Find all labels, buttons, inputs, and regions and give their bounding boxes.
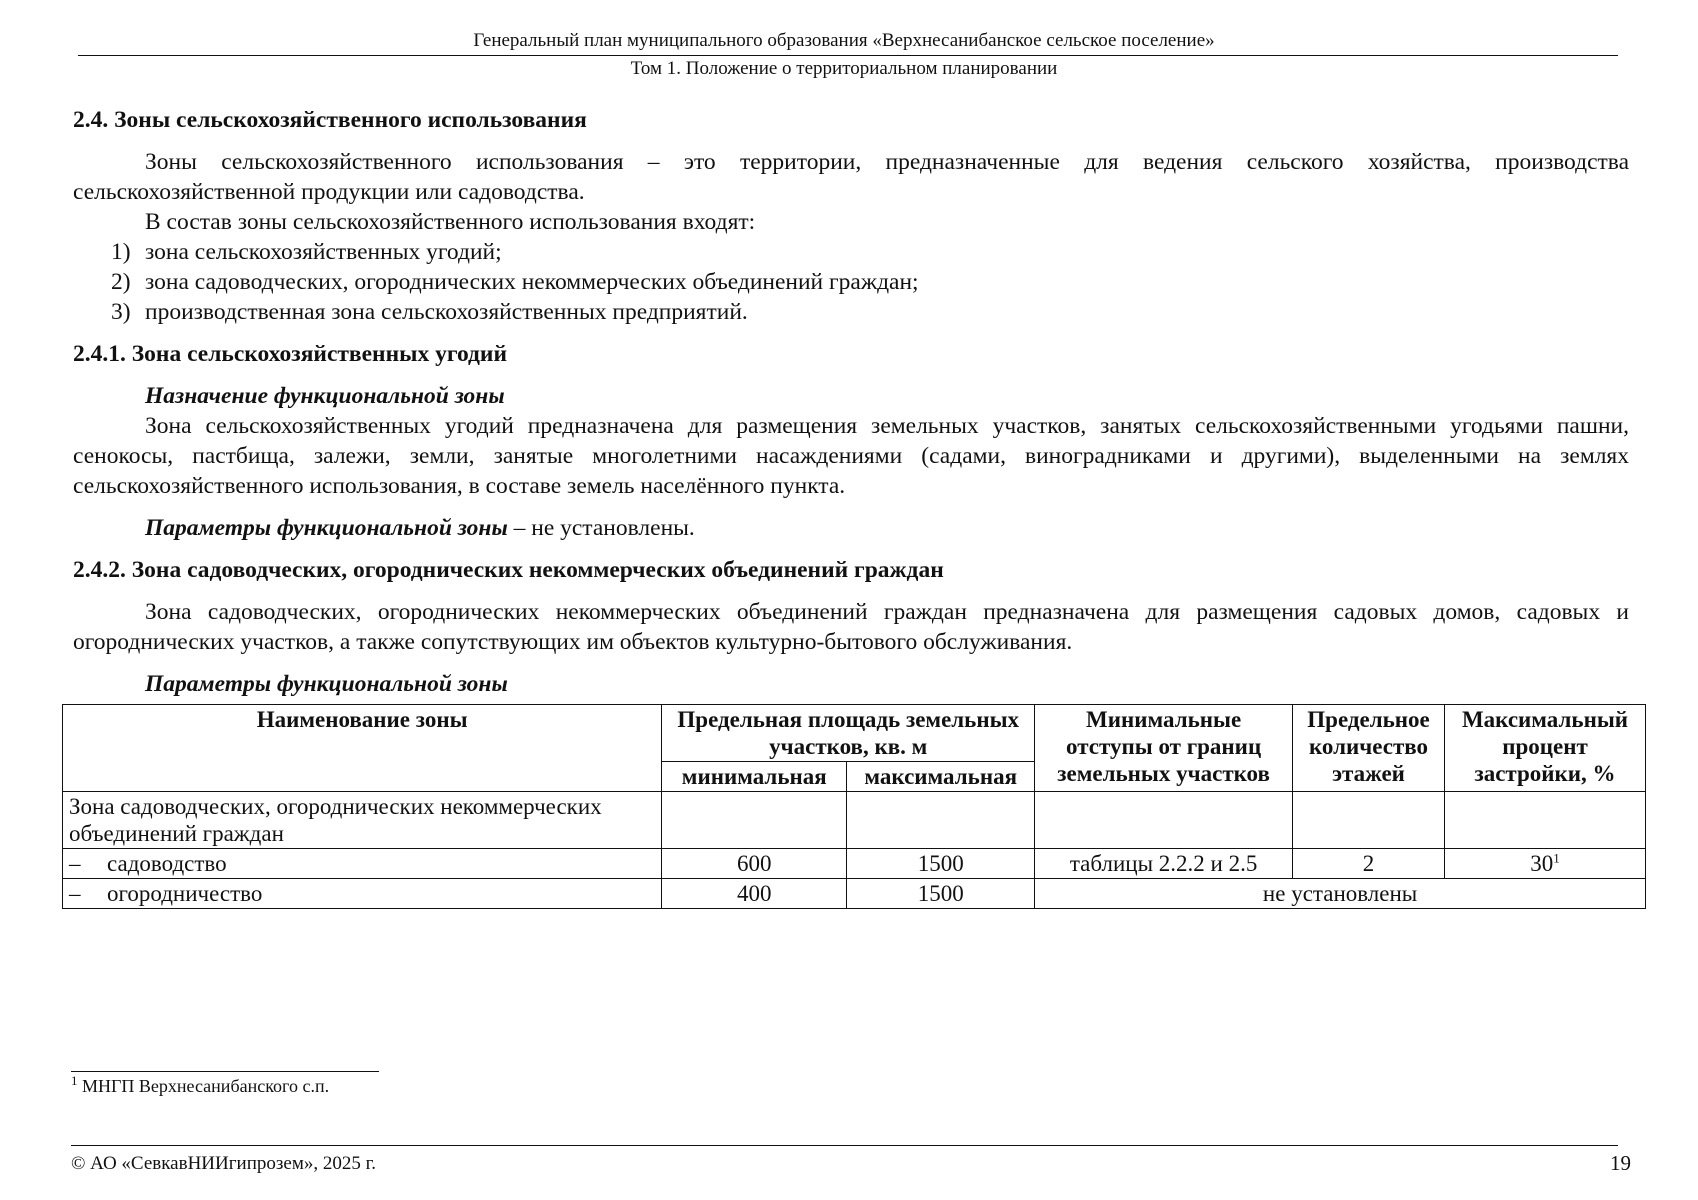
row-name-text: огородничество — [107, 881, 263, 906]
list-text: зона садоводческих, огороднических некоммерческих объединений граждан; — [145, 269, 919, 295]
col-header-area: Предельная площадь земельных участков, кв. м — [662, 705, 1035, 762]
row-name — [63, 849, 662, 879]
params-value: – не установлены. — [507, 515, 695, 541]
cell-min: 600 — [662, 849, 847, 879]
page-content — [69, 96, 1629, 909]
table-row — [63, 849, 1646, 879]
empty-cell — [847, 792, 1035, 849]
list-item — [73, 267, 1629, 297]
section-intro: Зоны сельскохозяйственного использования – это территории, предназначенные для ведения сельского хозяйства, производства сельскохозяйственной продукции или садоводства. — [73, 149, 1629, 205]
page-number: 19 — [1610, 1151, 1631, 1175]
params-heading: Параметры функциональной зоны — [145, 515, 508, 541]
footnote-mark: 1 — [71, 1073, 78, 1088]
zone-list — [73, 237, 1629, 327]
list-number: 3) — [111, 299, 131, 325]
group-label: Зона садоводческих, огороднических некоммерческих объединений граждан — [63, 792, 662, 849]
purpose-heading: Назначение функциональной зоны — [145, 383, 505, 409]
col-header-percent: Максимальный процент застройки, % — [1445, 705, 1646, 792]
cell-setback: таблицы 2.2.2 и 2.5 — [1035, 849, 1293, 879]
dash: – — [69, 851, 81, 876]
col-header-min: минимальная — [662, 762, 847, 792]
table-row — [63, 879, 1646, 909]
zone-params-table — [62, 704, 1646, 909]
empty-cell — [1445, 792, 1646, 849]
row-name-text: садоводство — [107, 851, 227, 876]
cell-max: 1500 — [847, 849, 1035, 879]
params-heading-2: Параметры функциональной зоны — [145, 671, 508, 697]
table-row — [63, 792, 1646, 849]
purpose-text: Зона сельскохозяйственных угодий предназначена для размещения земельных участков, занятых сельскохозяйственными угодьями пашни, сенокосы, пастбища, залежи, земли, занятые многолетними насаждениями (садами, виноградниками и другими), выделенными на землях сельскохозяйственного использования, в составе земель населённого пункта. — [73, 413, 1629, 499]
params-line — [73, 513, 1629, 543]
header-title: Генеральный план муниципального образования «Верхнесанибанское сельское поселение» — [473, 30, 1215, 51]
footnote-text: МНГП Верхнесанибанского с.п. — [77, 1076, 330, 1096]
list-number: 2) — [111, 269, 131, 295]
footnote-rule — [71, 1071, 379, 1072]
col-header-setback: Минимальные отступы от границ земельных участков — [1035, 705, 1293, 792]
empty-cell — [662, 792, 847, 849]
list-item — [73, 237, 1629, 267]
cell-max: 1500 — [847, 879, 1035, 909]
cell-min: 400 — [662, 879, 847, 909]
empty-cell — [1293, 792, 1445, 849]
list-number: 1) — [111, 239, 131, 265]
list-intro: В состав зоны сельскохозяйственного использования входят: — [145, 209, 756, 235]
col-header-floors: Предельное количество этажей — [1293, 705, 1445, 792]
list-text: производственная зона сельскохозяйственных предприятий. — [145, 299, 748, 325]
list-item — [73, 297, 1629, 327]
col-header-max: максимальная — [847, 762, 1035, 792]
subsection-2-text: Зона садоводческих, огороднических некоммерческих объединений граждан предназначена для размещения садовых домов, садовых и огороднических участков, а также сопутствующих им объектов культурно-бытового обслуживания. — [73, 599, 1629, 655]
dash: – — [69, 881, 81, 906]
cell-merged: не установлены — [1035, 879, 1646, 909]
footnote — [71, 1073, 330, 1097]
header-subtitle: Том 1. Положение о территориальном планировании — [630, 58, 1058, 79]
subsection-1-title: 2.4.1. Зона сельскохозяйственных угодий — [73, 341, 507, 367]
header-rule — [78, 55, 1618, 56]
section-title: 2.4. Зоны сельскохозяйственного использования — [73, 107, 587, 133]
col-header-name: Наименование зоны — [63, 705, 662, 792]
percent-value: 30 — [1530, 851, 1554, 876]
cell-floors: 2 — [1293, 849, 1445, 879]
footer-copyright: © АО «СевкавНИИгипрозем», 2025 г. — [71, 1153, 376, 1174]
row-name — [63, 879, 662, 909]
footnote-ref: 1 — [1553, 850, 1560, 866]
cell-percent — [1445, 849, 1646, 879]
list-text: зона сельскохозяйственных угодий; — [145, 239, 502, 265]
footer-rule — [71, 1145, 1618, 1146]
empty-cell — [1035, 792, 1293, 849]
subsection-2-title: 2.4.2. Зона садоводческих, огороднических некоммерческих объединений граждан — [73, 557, 944, 583]
